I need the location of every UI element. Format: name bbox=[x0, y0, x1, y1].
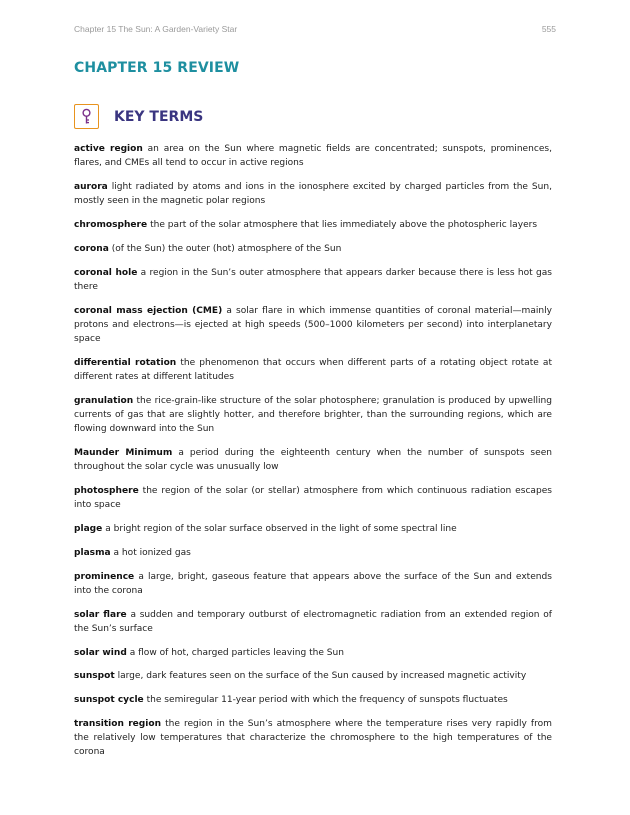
glossary-term: coronal mass ejection (CME) bbox=[74, 305, 223, 316]
glossary-entry bbox=[74, 446, 552, 474]
glossary-term: plasma bbox=[74, 547, 111, 558]
glossary-entry bbox=[74, 394, 552, 437]
glossary-term: prominence bbox=[74, 571, 135, 582]
key-icon bbox=[74, 104, 99, 129]
glossary-entry bbox=[74, 546, 552, 560]
glossary-term: sunspot cycle bbox=[74, 695, 144, 706]
page-number: 555 bbox=[541, 24, 556, 34]
glossary-term: corona bbox=[74, 243, 109, 254]
glossary-term: aurora bbox=[74, 182, 108, 192]
key-terms-heading bbox=[74, 104, 203, 129]
glossary-definition: the rice-grain-like structure of the solar photosphere; granulation is produced by upwelling currents of gas that are slightly hotter, and therefore brighter, than the surrounding regions, which are flowing downward into the Sun bbox=[74, 395, 552, 435]
glossary-term: differential rotation bbox=[74, 357, 177, 368]
glossary-definition: a solar flare in which immense quantities of coronal material—mainly protons and electrons—is ejected at high speeds (500–1000 kilometers per second) into interplanetary space bbox=[74, 305, 553, 344]
glossary-definition: an area on the Sun where magnetic fields are concentrated; sunspots, prominences, flares, and CMEs all tend to occur in active regions bbox=[74, 144, 552, 169]
glossary-entry bbox=[74, 608, 552, 636]
glossary-term: active region bbox=[74, 144, 143, 154]
glossary-definition: large, dark features seen on the surface of the Sun caused by increased magnetic activity bbox=[117, 671, 527, 682]
glossary-definition: light radiated by atoms and ions in the ionosphere excited by charged particles from the Sun, mostly seen in the magnetic polar regions bbox=[74, 182, 552, 207]
glossary-definition: a bright region of the solar surface observed in the light of some spectral line bbox=[105, 524, 457, 534]
key-terms-title: KEY TERMS bbox=[114, 108, 204, 125]
glossary-entry bbox=[74, 242, 552, 256]
glossary-definition: a period during the eighteenth century when the number of sunspots seen throughout the solar cycle was unusually low bbox=[74, 448, 552, 473]
glossary-definition: (of the Sun) the outer (hot) atmosphere of the Sun bbox=[111, 243, 342, 254]
glossary-definition: the region of the solar (or stellar) atmosphere from which continuous radiation escapes into space bbox=[74, 486, 552, 511]
running-header bbox=[74, 24, 556, 34]
glossary-term: photosphere bbox=[74, 486, 139, 496]
glossary-term: coronal hole bbox=[74, 267, 138, 278]
glossary-entry bbox=[74, 266, 552, 294]
glossary-definition: the part of the solar atmosphere that lies immediately above the photospheric layers bbox=[150, 220, 538, 230]
glossary-entry bbox=[74, 570, 552, 598]
glossary-definition: a large, bright, gaseous feature that appears above the surface of the Sun and extends into the corona bbox=[74, 571, 552, 596]
glossary-entry bbox=[74, 646, 552, 660]
glossary-entry bbox=[74, 356, 552, 384]
glossary-term: transition region bbox=[74, 718, 162, 729]
glossary-entry bbox=[74, 693, 552, 707]
glossary-term: granulation bbox=[74, 395, 134, 406]
running-title: Chapter 15 The Sun: A Garden-Variety Star bbox=[74, 24, 238, 34]
glossary-entry bbox=[74, 522, 552, 536]
glossary-entry bbox=[74, 142, 552, 170]
glossary-definition: a region in the Sun’s outer atmosphere that appears darker because there is less hot gas there bbox=[74, 267, 552, 292]
glossary-term: solar wind bbox=[74, 647, 127, 658]
glossary-term: sunspot bbox=[74, 671, 115, 682]
glossary-term: solar flare bbox=[74, 609, 127, 620]
glossary-entry bbox=[74, 669, 552, 683]
glossary-entry bbox=[74, 304, 552, 347]
chapter-review-title: CHAPTER 15 REVIEW bbox=[74, 60, 240, 76]
glossary-entry bbox=[74, 218, 552, 232]
glossary-definition: the region in the Sun’s atmosphere where the temperature rises very rapidly from the relatively low temperatures that characterize the chromosphere to the high temperatures of the corona bbox=[74, 718, 552, 758]
glossary-entry bbox=[74, 717, 552, 760]
key-terms-list bbox=[74, 142, 552, 769]
glossary-definition: a sudden and temporary outburst of electromagnetic radiation from an extended region of the Sun’s surface bbox=[74, 609, 552, 634]
glossary-term: Maunder Minimum bbox=[74, 448, 173, 458]
glossary-entry bbox=[74, 180, 552, 208]
glossary-term: plage bbox=[74, 524, 103, 534]
glossary-entry bbox=[74, 484, 552, 512]
glossary-definition: the semiregular 11-year period with which the frequency of sunspots fluctuates bbox=[146, 695, 508, 706]
glossary-definition: the phenomenon that occurs when different parts of a rotating object rotate at different rates at different latitudes bbox=[74, 357, 552, 382]
glossary-term: chromosphere bbox=[74, 220, 148, 230]
glossary-definition: a hot ionized gas bbox=[113, 547, 191, 558]
glossary-definition: a flow of hot, charged particles leaving the Sun bbox=[129, 647, 345, 658]
